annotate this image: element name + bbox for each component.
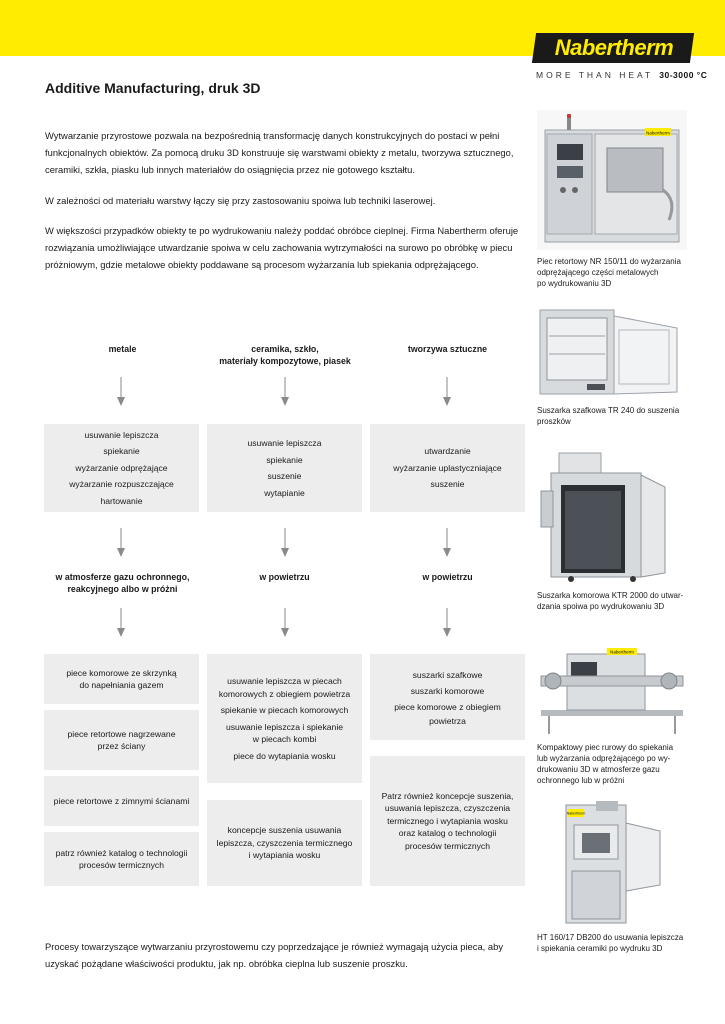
caption-cabinet-dryer (537, 405, 687, 427)
caption-line: odprężającego części metalowych (537, 268, 659, 277)
process-item: usuwanie lepiszcza (84, 429, 159, 440)
furnace-item: piece retortowe nagrzewane (67, 728, 176, 739)
furnace-item: do napełniania gazem (79, 680, 164, 690)
tube-furnace-photo (537, 638, 687, 736)
furnace-item: usuwanie lepiszcza w piecach (227, 676, 342, 686)
atmosphere-line: w atmosferze gazu ochronnego, (55, 572, 190, 582)
furnace-item: spiekanie w piecach komorowych (220, 705, 349, 715)
text-line: próżniowym, gdzie metalowe obiekty poddawane są procesom wyżarzania lub spiekania odprężającego. (45, 259, 479, 270)
text-line: W większości przypadków obiekty te po wydrukowaniu należy poddać obróbce cieplnej. Firma Nabertherm oferuje (45, 225, 519, 236)
furnace-box-ceramics-1 (207, 654, 362, 783)
furnace-box-metals-2 (44, 710, 199, 770)
furnace-item: piece komorowe z obiegiem (394, 701, 501, 712)
column-header-plastics (370, 343, 525, 355)
caption-line: Kompaktowy piec rurowy do spiekania (537, 743, 674, 752)
furnace-item: komorowych z obiegiem powietrza (218, 688, 351, 699)
furnace-item: termicznego i wytapiania wosku (387, 815, 508, 826)
arrow-down-icon (442, 608, 452, 638)
process-box-plastics (370, 424, 525, 512)
furnace-item: piece retortowe z zimnymi ścianami (53, 795, 190, 806)
arrow-down-icon (280, 528, 290, 558)
furnace-box-metals-4 (44, 832, 199, 886)
text-line: rozwiązania umożliwiające utwardzanie spoiwa w celu zachowania wytrzymałości na surowo po obróbkę w piecu (45, 242, 513, 253)
nabertherm-logo (534, 33, 692, 63)
atmosphere-metals (45, 571, 200, 595)
column-header-metals (45, 343, 200, 355)
header-line: tworzywa sztuczne (407, 344, 488, 354)
intro-paragraph-2 (45, 192, 525, 209)
furnace-item: piece do wytapiania wosku (233, 750, 336, 761)
retort-furnace-photo (537, 110, 687, 250)
intro-paragraph-3 (45, 222, 525, 273)
furnace-item: patrz również katalog o technologii (55, 847, 188, 858)
arrow-down-icon (116, 377, 126, 407)
photo-brand-label: Nabertherm (646, 130, 670, 136)
process-item: hartowanie (100, 495, 143, 506)
atmosphere-plastics (370, 571, 525, 583)
furnace-item: i wytapiania wosku (248, 850, 321, 861)
footer-paragraph (45, 938, 525, 972)
arrow-down-icon (442, 377, 452, 407)
process-item: spiekanie (266, 454, 303, 465)
high-temperature-furnace-photo (560, 795, 680, 927)
caption-line: lub wyżarzania odprężającego po wy- (537, 754, 671, 763)
caption-line: Suszarka szafkowa TR 240 do suszenia (537, 406, 680, 415)
process-item: spiekanie (103, 446, 140, 457)
page-title: Additive Manufacturing, druk 3D (45, 80, 261, 96)
furnace-box-plastics-1 (370, 654, 525, 740)
text-line: funkcjonalnych obiektów. Za pomocą druku 3D konstruuje się warstwami obiekty z metalu, tworzywa sztucznego, (45, 147, 514, 158)
furnace-item: koncepcje suszenia usuwania (227, 825, 342, 836)
caption-chamber-dryer (537, 590, 687, 612)
process-box-ceramics (207, 424, 362, 512)
text-line: Wytwarzanie przyrostowe pozwala na bezpośrednią transformację danych konstrukcyjnych do postaci w pełni (45, 130, 500, 141)
furnace-item: powietrza (429, 715, 466, 726)
furnace-item: usuwania lepiszcza, czyszczenia (384, 803, 511, 814)
text-line: W zależności od materiału warstwy łączy się przy zastosowaniu spoiwa lub techniki laserowej. (45, 195, 436, 206)
header-line: metale (108, 344, 137, 354)
furnace-item: piece komorowe ze skrzynką (66, 667, 177, 678)
caption-line: Suszarka komorowa KTR 2000 do utwar- (537, 591, 684, 600)
atmosphere-line: reakcyjnego albo w próżni (67, 584, 178, 594)
arrow-down-icon (116, 528, 126, 558)
caption-line: proszków (537, 417, 571, 426)
caption-line: drukowaniu 3D w atmosferze gazu (537, 765, 660, 774)
caption-line: ochronnego lub w próżni (537, 776, 625, 785)
furnace-box-ceramics-2 (207, 800, 362, 886)
process-item: wyżarzanie odprężające (75, 462, 168, 473)
process-item: wytapianie (264, 487, 305, 498)
photo-brand-label: Nabertherm (566, 811, 586, 816)
caption-line: po wydrukowaniu 3D (537, 279, 612, 288)
process-item: wyżarzanie uplastyczniające (393, 462, 502, 473)
furnace-item: usuwanie lepiszcza i spiekanie (225, 721, 344, 732)
header-line: ceramika, szkło, (251, 344, 319, 354)
furnace-item: procesów termicznych (78, 860, 164, 870)
arrow-down-icon (280, 377, 290, 407)
text-line: ceramiki, szkła, piasku lub innych materiałów do osiągnięcia przez nie gotowego kształtu. (45, 164, 415, 175)
furnace-item: przez ściany (97, 741, 146, 751)
text-line: uzyskać pożądane właściwości produktu, jak np. obróbka cieplna lub suszenie proszku. (45, 958, 408, 969)
temperature-range: 30-3000 °C (659, 70, 708, 80)
furnace-box-metals-3 (44, 776, 199, 826)
caption-line: i spiekania ceramiki po wydruku 3D (537, 944, 663, 953)
intro-paragraph-1 (45, 127, 525, 178)
furnace-box-plastics-2 (370, 756, 525, 886)
caption-high-temperature-furnace (537, 932, 687, 954)
process-item: suszenie (430, 479, 465, 490)
arrow-down-icon (442, 528, 452, 558)
furnace-item: oraz katalog o technologii (398, 828, 497, 839)
process-item: usuwanie lepiszcza (247, 438, 322, 448)
header-line: materiały kompozytowe, piasek (219, 356, 351, 366)
atmosphere-line: w powietrzu (259, 572, 310, 582)
cabinet-dryer-photo (537, 306, 687, 400)
furnace-item: suszarki komorowe (410, 685, 485, 696)
process-item: utwardzanie (424, 446, 471, 457)
caption-retort-furnace (537, 256, 687, 289)
caption-line: dzania spoiwa po wydrukowaniu 3D (537, 602, 665, 611)
furnace-item: procesów termicznych (404, 840, 490, 851)
atmosphere-ceramics (207, 571, 362, 583)
furnace-box-metals-1 (44, 654, 199, 704)
column-header-ceramics (200, 343, 370, 367)
tagline-text: MORE THAN HEAT (536, 70, 654, 80)
tagline (536, 70, 707, 80)
logo-text: Nabertherm (554, 35, 674, 60)
furnace-item: lepiszcza, czyszczenia termicznego (216, 837, 353, 848)
process-box-metals (44, 424, 199, 512)
caption-line: HT 160/17 DB200 do usuwania lepiszcza (537, 933, 684, 942)
arrow-down-icon (280, 608, 290, 638)
caption-tube-furnace (537, 742, 687, 786)
arrow-down-icon (116, 608, 126, 638)
text-line: Procesy towarzyszące wytwarzaniu przyrostowemu czy poprzedzające je również wymagają użycia pieca, aby (45, 941, 504, 952)
caption-line: Piec retortowy NR 150/11 do wyżarzania (537, 257, 681, 266)
atmosphere-line: w powietrzu (422, 572, 473, 582)
furnace-item: w piecach kombi (252, 734, 317, 744)
photo-brand-label: Nabertherm (610, 649, 634, 655)
furnace-item: suszarki szafkowe (412, 669, 483, 680)
process-item: wyżarzanie rozpuszczające (69, 479, 174, 490)
process-item: suszenie (267, 471, 302, 481)
furnace-item: Patrz również koncepcje suszenia, (381, 790, 514, 801)
chamber-dryer-photo (537, 445, 687, 585)
